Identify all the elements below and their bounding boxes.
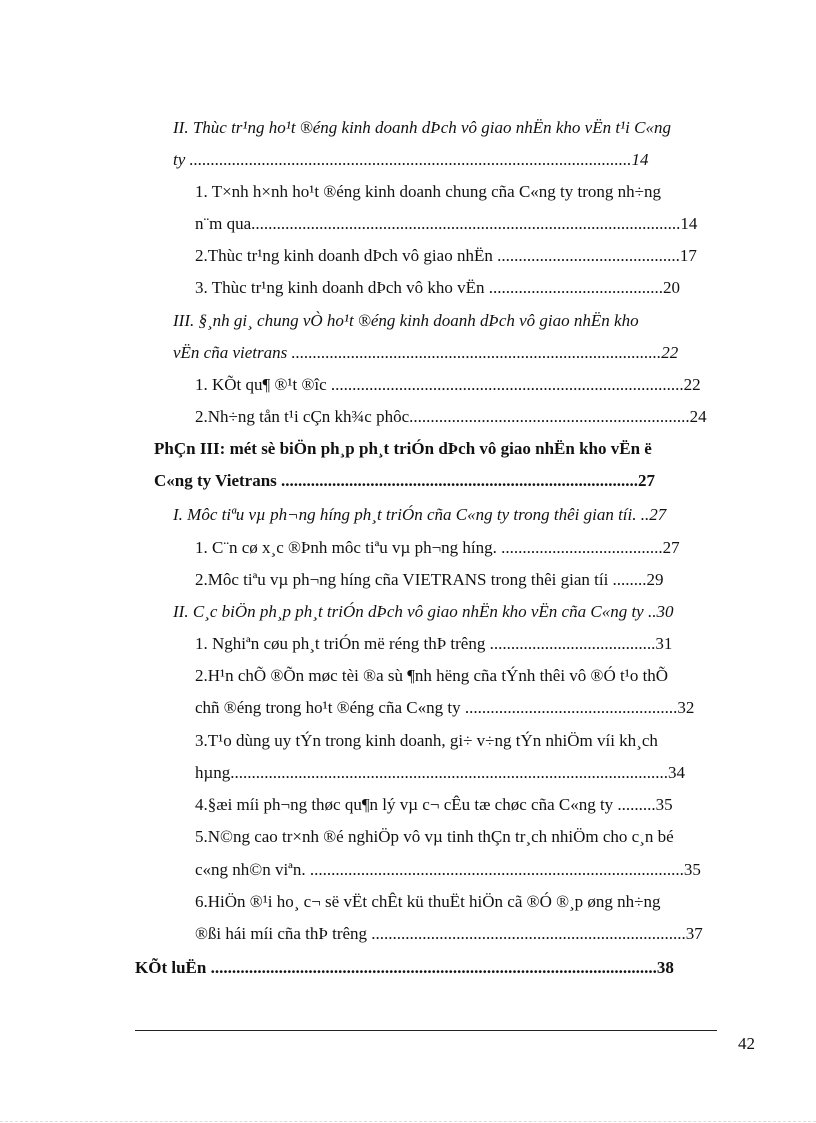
toc-line: 5.N©ng cao tr×nh ®é nghiÖp vô vµ tinh thÇn tr¸ch nhiÖm cho c¸n bé — [195, 827, 674, 846]
toc-line: C«ng ty Vietrans ....................................................................................27 — [154, 471, 656, 490]
toc-line: II. C¸c biÖn ph¸p ph¸t triÓn dÞch vô giao nhËn kho vËn cña C«ng ty ..30 — [173, 602, 674, 621]
toc-line: 6.HiÖn ®¹i ho¸ c¬ së vËt chÊt kü thuËt hiÖn cã ®Ó ®¸p øng nh÷ng — [195, 892, 661, 911]
toc-line: 1. T×nh h×nh ho¹t ®éng kinh doanh chung cña C«ng ty trong nh÷ng — [195, 182, 661, 201]
toc-line: III. §¸nh gi¸ chung vÒ ho¹t ®éng kinh doanh dÞch vô giao nhËn kho — [173, 311, 639, 330]
toc-line: 2.Nh÷ng tån t¹i cÇn kh¾c phôc..................................................................24 — [195, 407, 707, 426]
toc-line: 1. C¨n cø x¸c ®Þnh môc tiªu vµ ph¬ng híng. ......................................27 — [195, 538, 680, 557]
toc-line: n¨m qua.....................................................................................................14 — [195, 214, 698, 233]
toc-line: hµng.......................................................................................................34 — [195, 763, 686, 782]
toc-line: 3.T¹o dùng uy tÝn trong kinh doanh, gi÷ v÷ng tÝn nhiÖm víi kh¸ch — [195, 731, 658, 750]
toc-line: II. Thùc tr¹ng ho¹t ®éng kinh doanh dÞch vô giao nhËn kho vËn t¹i C«ng — [173, 118, 671, 137]
toc-line: vËn cña vietrans .......................................................................................22 — [173, 343, 679, 362]
footer-rule — [135, 1030, 717, 1031]
toc-line: ty ........................................................................................................14 — [173, 150, 649, 169]
toc-line: PhÇn III: mét sè biÖn ph¸p ph¸t triÓn dÞch vô giao nhËn kho vËn ë — [154, 439, 652, 458]
toc-line: ®ßi hái míi cña thÞ trêng ..........................................................................37 — [195, 924, 703, 943]
toc-line: 2.Thùc tr¹ng kinh doanh dÞch vô giao nhËn ...........................................17 — [195, 246, 697, 265]
toc-line: c«ng nh©n viªn. ........................................................................................35 — [195, 860, 701, 879]
toc-line: 2.H¹n chÕ ®Õn møc tèi ®a sù ¶nh hëng cña tÝnh thêi vô ®Ó t¹o thÕ — [195, 666, 669, 685]
toc-line: 1. Nghiªn cøu ph¸t triÓn më réng thÞ trêng .......................................31 — [195, 634, 673, 653]
toc-line: 4.§æi míi ph¬ng thøc qu¶n lý vµ c¬ cÊu tæ chøc cña C«ng ty .........35 — [195, 795, 673, 814]
toc-line: 2.Môc tiªu vµ ph¬ng híng cña VIETRANS trong thêi gian tíi ........29 — [195, 570, 664, 589]
toc-line: chñ ®éng trong ho¹t ®éng cña C«ng ty ..................................................32 — [195, 698, 695, 717]
toc-line: 1. KÕt qu¶ ®¹t ®îc ...................................................................................22 — [195, 375, 701, 394]
toc-line: 3. Thùc tr¹ng kinh doanh dÞch vô kho vËn .........................................20 — [195, 278, 681, 297]
page-edge-divider — [0, 1121, 816, 1122]
toc-line: KÕt luËn .........................................................................................................38 — [135, 958, 674, 977]
toc-line: I. Môc tiªu vµ ph¬ng híng ph¸t triÓn cña C«ng ty trong thêi gian tíi. ..27 — [173, 505, 667, 524]
page-number: 42 — [738, 1034, 755, 1053]
